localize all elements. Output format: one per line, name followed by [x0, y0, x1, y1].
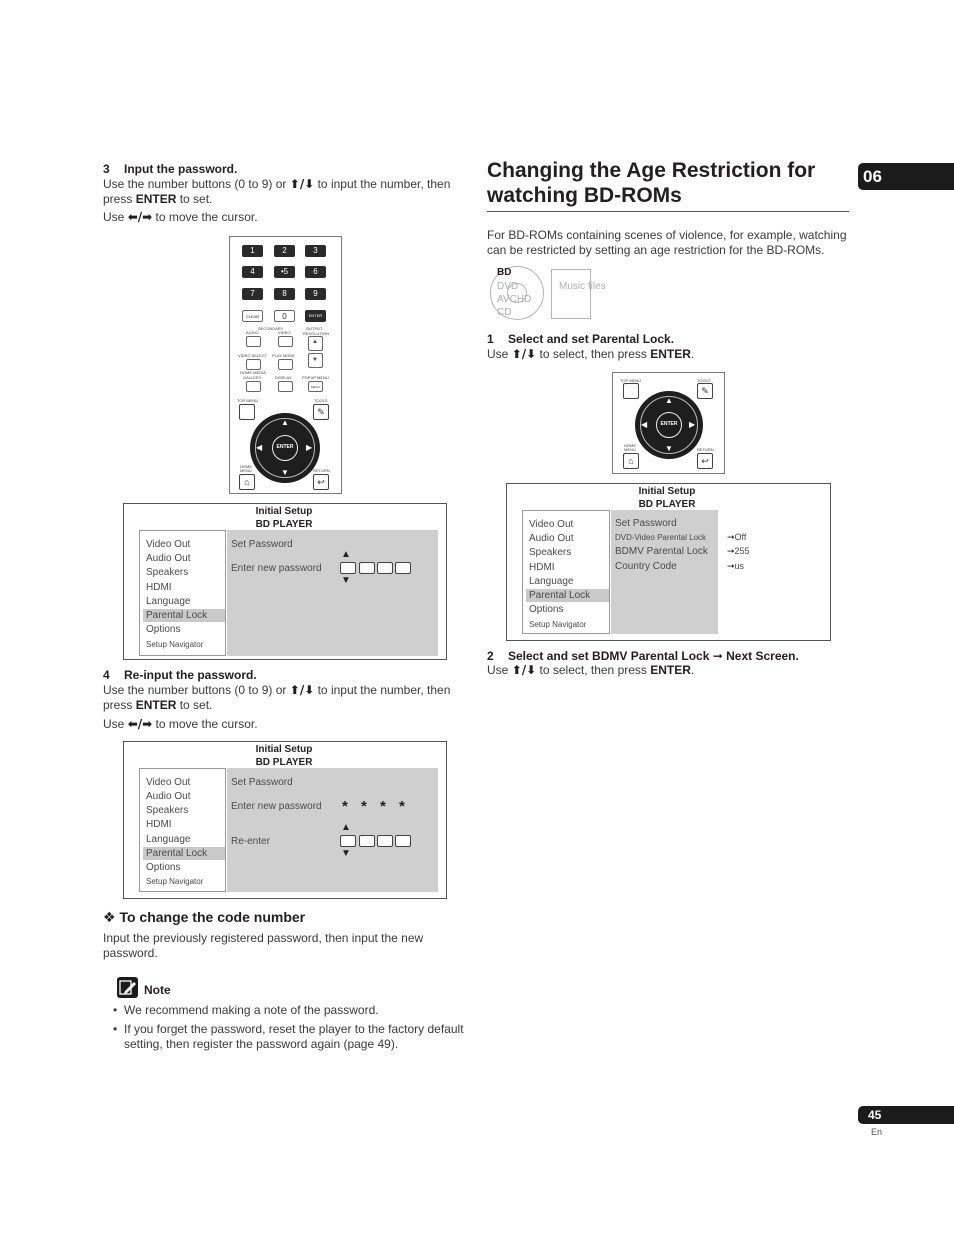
setup-menu — [139, 530, 226, 656]
key-5[interactable]: •5 — [274, 266, 295, 278]
home-media-label: HOME MEDIA — [240, 370, 266, 375]
home-icon: ⌂ — [244, 477, 250, 487]
audio-button[interactable] — [246, 336, 261, 347]
step3-instruction — [103, 177, 468, 207]
note-pencil-icon — [117, 977, 138, 998]
arrow-right-icon: ➞ — [727, 533, 735, 543]
up-down-arrow-icon: ⬆/⬇ — [511, 347, 537, 361]
play-mode-label: PLAY MODE — [272, 353, 295, 358]
masked-digit: * — [380, 798, 386, 815]
display-button[interactable] — [278, 381, 293, 392]
key-7[interactable]: 7 — [242, 288, 263, 300]
avchd-label: AVCHD — [497, 294, 532, 305]
triangle-down-icon: ▼ — [312, 357, 318, 363]
video-label: VIDEO — [278, 330, 291, 335]
password-digit-box[interactable] — [377, 835, 393, 847]
menu-item-parental-lock[interactable]: Parental Lock — [526, 589, 609, 602]
key-6[interactable]: 6 — [305, 266, 326, 278]
password-digit-box[interactable] — [340, 562, 356, 574]
key-2[interactable]: 2 — [274, 245, 295, 257]
menu-item-setup-navigator[interactable]: Setup Navigator — [529, 620, 587, 629]
menu-item-language[interactable]: Language — [529, 576, 574, 587]
key-0[interactable]: 0 — [274, 310, 295, 322]
country-code-value: ➞us — [727, 561, 745, 572]
bdmv-parental-lock-option[interactable]: BDMV Parental Lock — [615, 546, 708, 557]
step2-instruction — [487, 663, 694, 678]
arrow-right-icon: ➞ — [727, 547, 735, 557]
home-media-gallery-button[interactable] — [246, 381, 261, 392]
set-password-label: Set Password — [231, 777, 293, 788]
video-select-button[interactable] — [246, 359, 261, 370]
return-button[interactable] — [697, 453, 713, 469]
key-9[interactable]: 9 — [305, 288, 326, 300]
step3-text-6: to move the cursor. — [152, 210, 258, 224]
direction-dial[interactable] — [250, 413, 320, 483]
settings-panel — [611, 510, 718, 634]
gallery-label: GALLERY — [243, 375, 262, 380]
step4-instruction — [103, 683, 468, 713]
play-mode-button[interactable] — [278, 359, 293, 370]
step3-text-1: Use the number buttons (0 to 9) or — [103, 177, 290, 191]
menu-item-audio-out[interactable]: Audio Out — [529, 533, 574, 544]
password-down-triangle-icon: ▼ — [341, 848, 351, 859]
menu-item-speakers[interactable]: Speakers — [146, 805, 189, 816]
step3-text-2: to input the number, then — [314, 177, 451, 191]
masked-digit: * — [342, 798, 348, 815]
password-digit-box[interactable] — [359, 562, 375, 574]
menu-item-options[interactable]: Options — [529, 604, 564, 615]
dial-right-arrow-icon: ▶ — [306, 443, 313, 452]
resolution-up-button[interactable] — [308, 336, 323, 351]
dial-right-arrow-icon: ▶ — [689, 420, 696, 429]
key-4[interactable]: 4 — [242, 266, 263, 278]
page-language: En — [871, 1127, 883, 1137]
home-label: HOME — [240, 464, 252, 469]
settings-panel — [227, 530, 438, 656]
page-number: 45 — [858, 1106, 954, 1124]
top-menu-button[interactable] — [239, 404, 255, 420]
step1-heading — [487, 332, 674, 346]
video-button[interactable] — [278, 336, 293, 347]
display-label: DISPLAY — [275, 375, 292, 380]
step3-cursor-instruction — [103, 210, 258, 225]
cd-label: CD — [497, 307, 512, 318]
step4-number: 4 — [103, 668, 110, 682]
password-up-triangle-icon: ▲ — [341, 822, 351, 833]
menu-item-hdmi[interactable]: HDMI — [146, 819, 172, 830]
step3-heading — [103, 162, 237, 176]
masked-digit: * — [399, 798, 405, 815]
dial-left-arrow-icon: ◀ — [256, 443, 263, 452]
step2-enter-key: ENTER — [650, 663, 691, 677]
clear-key[interactable]: CLEAR — [242, 310, 263, 322]
return-button[interactable] — [313, 474, 329, 490]
key-3[interactable]: 3 — [305, 245, 326, 257]
menu-item-language[interactable]: Language — [146, 834, 191, 845]
remote-navigation-illustration — [612, 372, 725, 474]
step3-text-4: to set. — [176, 192, 213, 206]
home-icon: ⌂ — [628, 456, 634, 466]
menu-item-hdmi[interactable]: HDMI — [146, 582, 172, 593]
subsection-heading — [103, 909, 305, 926]
top-menu-label: TOP MENU — [237, 398, 258, 403]
step2-text-1: Use — [487, 663, 512, 677]
screen-title: Initial Setup BD PLAYER — [255, 744, 313, 768]
step2-heading — [487, 649, 799, 663]
tools-label: TOOLS — [314, 398, 328, 403]
return-label: RETURN — [313, 468, 330, 473]
reenter-label: Re-enter — [231, 836, 270, 847]
dial-up-arrow-icon: ▲ — [281, 418, 289, 427]
music-files-label: Music files — [559, 281, 606, 292]
subsection-text: Input the previously registered password, then input the new password. — [103, 931, 424, 960]
enter-new-password-label: Enter new password — [231, 801, 322, 812]
step3-title: Input the password. — [124, 162, 238, 176]
step4-text-5: Use — [103, 717, 128, 731]
up-down-arrow-icon: ⬆/⬇ — [511, 663, 537, 677]
menu-item-video-out[interactable]: Video Out — [146, 777, 191, 788]
arrow-right-icon: ➞ — [712, 649, 723, 663]
note-bullet: • — [113, 1022, 118, 1036]
step4-text-2: to input the number, then — [314, 683, 451, 697]
menu-item-speakers[interactable]: Speakers — [529, 547, 572, 558]
menu-item-setup-navigator[interactable]: Setup Navigator — [146, 877, 204, 886]
wrench-icon: ✎ — [317, 407, 325, 417]
resolution-label: RESOLUTION — [303, 331, 330, 336]
home-label: HOME — [624, 443, 636, 448]
return-label: RETURN — [697, 447, 714, 452]
password-up-triangle-icon: ▲ — [341, 549, 351, 560]
step3-text-5: Use — [103, 210, 128, 224]
set-password-label: Set Password — [231, 539, 293, 550]
key-8[interactable]: 8 — [274, 288, 295, 300]
title-rule — [487, 211, 849, 212]
enter-new-password-label: Enter new password — [231, 563, 322, 574]
page-title: Changing the Age Restriction for watching BD-ROMs — [487, 159, 816, 207]
password-digit-box[interactable] — [359, 835, 375, 847]
wrench-icon: ✎ — [701, 386, 709, 396]
menu-item-hdmi[interactable]: HDMI — [529, 562, 555, 573]
dial-down-arrow-icon: ▼ — [665, 444, 673, 453]
password-digit-box[interactable] — [395, 835, 411, 847]
step1-instruction — [487, 347, 694, 362]
chapter-tab: 06 — [858, 163, 954, 190]
dial-up-arrow-icon: ▲ — [665, 396, 673, 405]
triangle-up-icon: ▲ — [312, 339, 318, 345]
home-menu-label: MENU — [240, 468, 252, 473]
step4-enter-key: ENTER — [135, 698, 177, 712]
up-down-arrow-icon: ⬆/⬇ — [289, 177, 315, 191]
country-code-option[interactable]: Country Code — [615, 561, 677, 572]
subsection-title: To change the code number — [119, 909, 306, 925]
step1-text-3: . — [690, 347, 695, 361]
bdmv-lock-value: ➞255 — [727, 546, 750, 557]
screen-title: Initial Setup BD PLAYER — [638, 486, 696, 510]
top-menu-button[interactable] — [623, 383, 639, 399]
step2-title: Select and set BDMV Parental Lock — [508, 649, 713, 663]
dvd-label: DVD — [497, 281, 519, 292]
step1-number: 1 — [487, 332, 494, 346]
step3-enter-key: ENTER — [135, 192, 177, 206]
output-label: OUTPUT — [306, 326, 323, 331]
note-item-1: We recommend making a note of the password. — [124, 1003, 379, 1017]
popup-menu-label: POPUP MENU — [302, 375, 329, 380]
step2-text-2: to select, then press — [536, 663, 651, 677]
note-item-2: If you forget the password, reset the player to the factory default setting, then register the password again (page 49). — [124, 1022, 464, 1051]
setup-menu — [139, 768, 226, 892]
step1-enter-key: ENTER — [650, 347, 691, 361]
resolution-down-button[interactable] — [308, 353, 323, 368]
menu-item-setup-navigator[interactable]: Setup Navigator — [146, 640, 204, 649]
masked-digit: * — [361, 798, 367, 815]
step1-title: Select and set Parental Lock. — [508, 332, 675, 346]
settings-panel — [227, 768, 438, 892]
bd-label: BD — [497, 267, 512, 278]
dial-down-arrow-icon: ▼ — [281, 468, 289, 477]
step3-text-3: press — [103, 192, 136, 206]
intro-text: For BD-ROMs containing scenes of violence, for example, watching can be restricted by setting an age restriction for the BD-ROMs. — [487, 228, 847, 257]
step2-number: 2 — [487, 649, 494, 663]
return-icon: ↩ — [317, 477, 325, 487]
step4-text-4: to set. — [176, 698, 213, 712]
dial-left-arrow-icon: ◀ — [641, 420, 648, 429]
up-down-arrow-icon: ⬆/⬇ — [289, 683, 315, 697]
password-digit-box[interactable] — [377, 562, 393, 574]
home-menu-button[interactable] — [623, 453, 639, 469]
secondary-label: SECONDARY — [258, 326, 284, 331]
setup-menu — [522, 510, 610, 634]
video-select-label: VIDEO SELECT — [238, 353, 268, 358]
audio-label: AUDIO — [246, 330, 259, 335]
tools-label: TOOLS — [697, 378, 711, 383]
remote-control-illustration — [229, 236, 342, 494]
menu-item-parental-lock[interactable]: Parental Lock — [143, 847, 225, 860]
password-digit-box[interactable] — [395, 562, 411, 574]
setup-screen-enter-password — [123, 503, 447, 660]
dial-enter-button[interactable]: ENTER — [656, 412, 682, 438]
enter-key[interactable]: ENTER — [305, 310, 326, 322]
dvd-parental-lock-option[interactable]: DVD-Video Parental Lock — [615, 533, 707, 542]
key-1[interactable]: 1 — [242, 245, 263, 257]
step4-text-6: to move the cursor. — [152, 717, 258, 731]
home-menu-button[interactable] — [239, 474, 255, 490]
step4-heading — [103, 668, 257, 682]
menu-item-language[interactable]: Language — [146, 596, 191, 607]
top-menu-label: TOP MENU — [620, 378, 641, 383]
screen-title: Initial Setup BD PLAYER — [255, 506, 313, 530]
tools-button[interactable] — [313, 404, 329, 420]
menu-item-speakers[interactable]: Speakers — [146, 567, 189, 578]
left-right-arrow-icon: ⬅/➡ — [127, 717, 153, 731]
menu-item-parental-lock[interactable]: Parental Lock — [143, 609, 225, 622]
left-right-arrow-icon: ⬅/➡ — [127, 210, 153, 224]
arrow-right-icon: ➞ — [727, 562, 735, 572]
diamond-icon: ❖ — [103, 909, 116, 925]
password-digit-box[interactable] — [340, 835, 356, 847]
menu-item-options[interactable]: Options — [146, 624, 181, 635]
dial-enter-button[interactable]: ENTER — [272, 435, 298, 461]
step4-title: Re-input the password. — [124, 668, 257, 682]
set-password-option[interactable]: Set Password — [615, 518, 677, 529]
setup-screen-parental-lock — [506, 483, 831, 641]
step4-cursor-instruction — [103, 717, 258, 732]
step4-text-3: press — [103, 698, 136, 712]
tools-button[interactable] — [697, 383, 713, 399]
password-down-triangle-icon: ▼ — [341, 575, 351, 586]
menu-item-audio-out[interactable]: Audio Out — [146, 553, 191, 564]
popup-menu-button[interactable] — [308, 381, 323, 392]
step3-number: 3 — [103, 162, 110, 176]
step4-text-1: Use the number buttons (0 to 9) or — [103, 683, 290, 697]
menu-item-audio-out[interactable]: Audio Out — [146, 791, 191, 802]
setup-screen-reenter-password — [123, 741, 447, 899]
note-bullet: • — [113, 1003, 118, 1017]
menu-item-video-out[interactable]: Video Out — [529, 519, 574, 530]
menu-item-options[interactable]: Options — [146, 862, 181, 873]
direction-dial[interactable] — [635, 391, 703, 459]
menu-button-label: MENU — [311, 385, 320, 389]
step1-text-2: to select, then press — [536, 347, 651, 361]
step2-title-end: Next Screen. — [722, 649, 799, 663]
music-file-icon — [551, 269, 591, 319]
step1-text-1: Use — [487, 347, 512, 361]
home-menu-label: MENU — [624, 447, 636, 452]
dvd-lock-value: ➞Off — [727, 532, 747, 543]
return-icon: ↩ — [701, 456, 709, 466]
note-label: Note — [144, 983, 171, 997]
menu-item-video-out[interactable]: Video Out — [146, 539, 191, 550]
step2-text-3: . — [690, 663, 695, 677]
